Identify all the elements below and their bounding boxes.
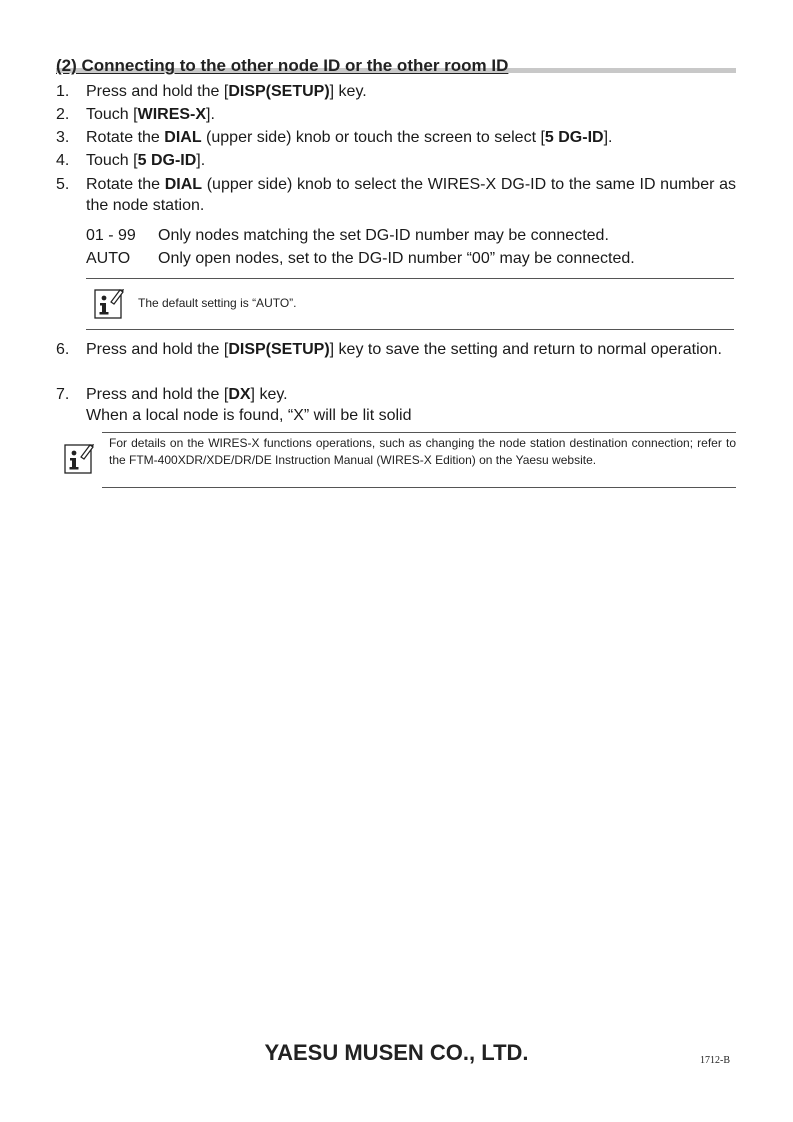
step-3 xyxy=(56,127,736,148)
option-desc: Only open nodes, set to the DG-ID number “00” may be connected. xyxy=(158,250,635,267)
step-1 xyxy=(56,81,736,102)
step-number: 2. xyxy=(56,106,70,123)
step-number: 1. xyxy=(56,83,70,100)
note-rule-bottom xyxy=(102,487,736,488)
step-7 xyxy=(56,384,736,428)
step-text: Press and hold the [DX] key. When a local node is found, “X” will be lit solid xyxy=(86,386,412,424)
step-text: Press and hold the [DISP(SETUP)] key to save the setting and return to normal operation. xyxy=(86,341,722,358)
option-desc: Only nodes matching the set DG-ID number may be connected. xyxy=(158,227,609,244)
step-number: 3. xyxy=(56,129,70,146)
step-number: 6. xyxy=(56,341,70,358)
step-text: Press and hold the [DISP(SETUP)] key. xyxy=(86,83,367,100)
step-text: Rotate the DIAL (upper side) knob to select the WIRES-X DG-ID to the same ID number as the node station. xyxy=(86,176,736,214)
step-6 xyxy=(56,339,736,383)
note-default-setting xyxy=(86,278,734,330)
step-text: Touch [WIRES-X]. xyxy=(86,106,215,123)
step-number: 4. xyxy=(56,152,70,169)
note-details-text: For details on the WIRES-X functions operations, such as changing the node station destination connection; refer to the FTM-400XDR/XDE/DR/DE Instruction Manual (WIRES-X Edition) on the Yaesu website. xyxy=(109,436,736,467)
option-key: AUTO xyxy=(86,250,131,267)
step-7-subtext: When a local node is found, “X” will be lit solid xyxy=(86,407,412,424)
option-row-auto xyxy=(86,248,635,269)
footer-company: YAESU MUSEN CO., LTD. xyxy=(264,1040,529,1065)
step-number: 5. xyxy=(56,176,70,193)
option-key: 01 - 99 xyxy=(86,227,136,244)
step-4 xyxy=(56,150,736,171)
footer-doc-code: 1712-B xyxy=(700,1055,730,1066)
step-5 xyxy=(56,174,736,218)
note-rule-top xyxy=(102,432,736,433)
note-text: The default setting is “AUTO”. xyxy=(138,296,297,310)
step-text: Rotate the DIAL (upper side) knob or touch the screen to select [5 DG-ID]. xyxy=(86,129,613,146)
info-note-icon xyxy=(94,286,124,320)
info-note-icon xyxy=(64,441,94,475)
section-heading: (2) Connecting to the other node ID or the other room ID xyxy=(56,56,509,75)
step-number: 7. xyxy=(56,386,70,403)
option-row-01-99 xyxy=(86,225,609,246)
step-text: Touch [5 DG-ID]. xyxy=(86,152,206,169)
section-heading-bar xyxy=(56,56,736,78)
step-2 xyxy=(56,104,736,125)
